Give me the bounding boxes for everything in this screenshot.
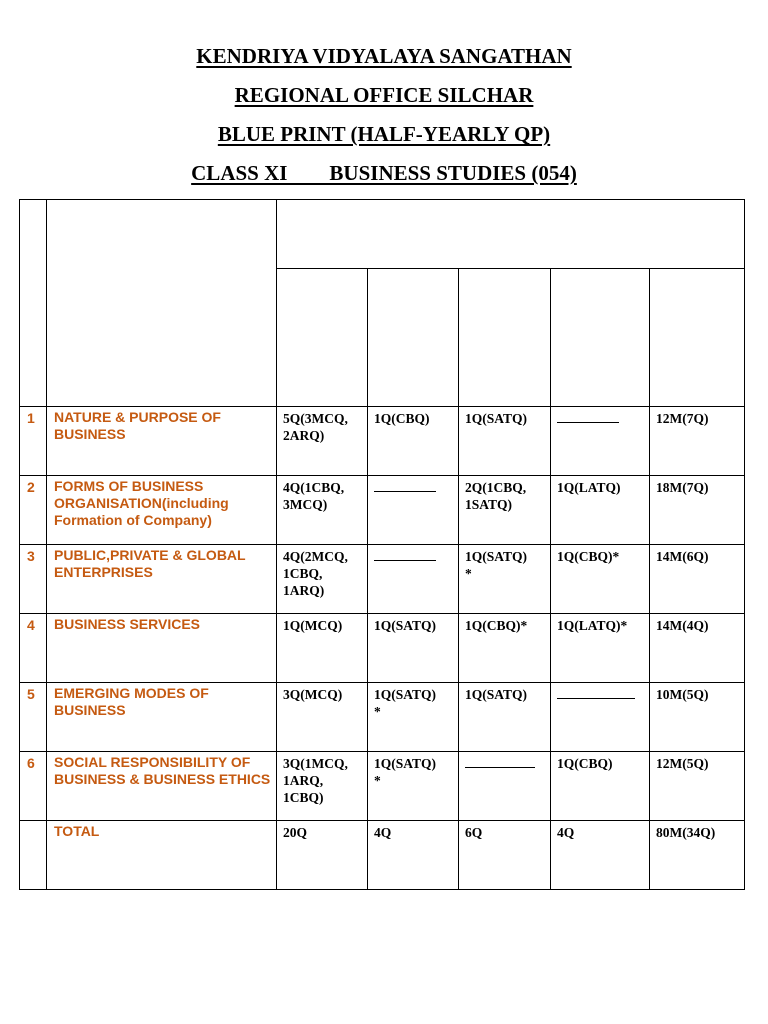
- title-regional-office: REGIONAL OFFICE SILCHAR: [234, 83, 534, 107]
- blank-line: [374, 552, 436, 561]
- header-row-top: [20, 200, 745, 269]
- total-col3: 6Q: [459, 821, 551, 890]
- blueprint-table: [19, 199, 745, 890]
- total-col5: 80M(34Q): [650, 821, 745, 890]
- header-cell-col4: [551, 269, 650, 407]
- row-col1: 3Q(1MCQ, 1ARQ, 1CBQ): [277, 752, 368, 821]
- blank-line: [374, 483, 436, 492]
- table-row: [20, 683, 745, 752]
- row-col4: 1Q(CBQ): [551, 752, 650, 821]
- row-col2: 1Q(SATQ) *: [368, 683, 459, 752]
- table-row: [20, 407, 745, 476]
- row-col2-blank: [368, 545, 459, 614]
- title-blue-print: BLUE PRINT (HALF-YEARLY QP): [217, 122, 551, 146]
- row-col4: 1Q(LATQ): [551, 476, 650, 545]
- blank-line: [557, 414, 619, 423]
- row-col2-blank: [368, 476, 459, 545]
- row-col5: 12M(7Q): [650, 407, 745, 476]
- row-col5: 10M(5Q): [650, 683, 745, 752]
- row-col5: 14M(6Q): [650, 545, 745, 614]
- row-col1: 5Q(3MCQ, 2ARQ): [277, 407, 368, 476]
- row-topic: EMERGING MODES OF BUSINESS: [47, 683, 277, 752]
- row-col4-blank: [551, 407, 650, 476]
- row-number: 6: [20, 752, 47, 821]
- row-col3: 2Q(1CBQ, 1SATQ): [459, 476, 551, 545]
- row-number: 2: [20, 476, 47, 545]
- table-row: [20, 476, 745, 545]
- row-col3: 1Q(SATQ): [459, 683, 551, 752]
- row-topic: NATURE & PURPOSE OF BUSINESS: [47, 407, 277, 476]
- header-cell-sno: [20, 200, 47, 407]
- header-cell-typology: [277, 200, 745, 269]
- row-number: 5: [20, 683, 47, 752]
- table-row: [20, 752, 745, 821]
- row-col3: 1Q(CBQ)*: [459, 614, 551, 683]
- total-number-cell: [20, 821, 47, 890]
- row-number: 4: [20, 614, 47, 683]
- row-col4: 1Q(LATQ)*: [551, 614, 650, 683]
- header-cell-col3: [459, 269, 551, 407]
- table-row: [20, 614, 745, 683]
- total-row: [20, 821, 745, 890]
- row-col5: 18M(7Q): [650, 476, 745, 545]
- row-col3: 1Q(SATQ): [459, 407, 551, 476]
- blank-line: [557, 690, 635, 699]
- row-col1: 1Q(MCQ): [277, 614, 368, 683]
- row-col2: 1Q(CBQ): [368, 407, 459, 476]
- row-topic: PUBLIC,PRIVATE & GLOBAL ENTERPRISES: [47, 545, 277, 614]
- row-number: 1: [20, 407, 47, 476]
- row-number: 3: [20, 545, 47, 614]
- row-col5: 14M(4Q): [650, 614, 745, 683]
- row-col4-blank: [551, 683, 650, 752]
- row-col2: 1Q(SATQ) *: [368, 752, 459, 821]
- row-col3-blank: [459, 752, 551, 821]
- row-col1: 3Q(MCQ): [277, 683, 368, 752]
- title-class-subject: CLASS XI BUSINESS STUDIES (054): [191, 161, 577, 185]
- table-row: [20, 545, 745, 614]
- row-col2: 1Q(SATQ): [368, 614, 459, 683]
- row-topic: FORMS OF BUSINESS ORGANISATION(including Formation of Company): [47, 476, 277, 545]
- row-col3: 1Q(SATQ) *: [459, 545, 551, 614]
- total-col1: 20Q: [277, 821, 368, 890]
- total-label: TOTAL: [47, 821, 277, 890]
- row-col5: 12M(5Q): [650, 752, 745, 821]
- row-topic: BUSINESS SERVICES: [47, 614, 277, 683]
- total-col4: 4Q: [551, 821, 650, 890]
- header-cell-col1: [277, 269, 368, 407]
- row-col1: 4Q(1CBQ, 3MCQ): [277, 476, 368, 545]
- header-cell-topic: [47, 200, 277, 407]
- row-col4: 1Q(CBQ)*: [551, 545, 650, 614]
- total-col2: 4Q: [368, 821, 459, 890]
- blank-line: [465, 759, 535, 768]
- row-col1: 4Q(2MCQ, 1CBQ, 1ARQ): [277, 545, 368, 614]
- header-cell-col2: [368, 269, 459, 407]
- row-topic: SOCIAL RESPONSIBILITY OF BUSINESS & BUSINESS ETHICS: [47, 752, 277, 821]
- title-organisation: KENDRIYA VIDYALAYA SANGATHAN: [196, 44, 572, 68]
- header-cell-col5: [650, 269, 745, 407]
